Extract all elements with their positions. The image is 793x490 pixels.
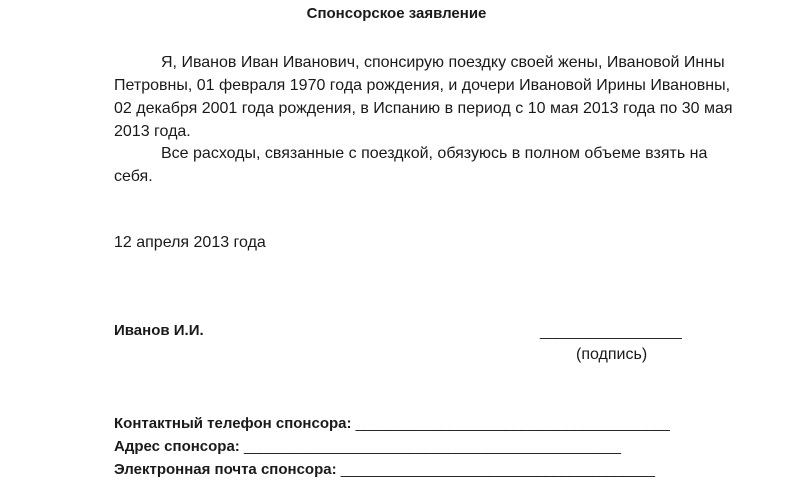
contact-email-label: Электронная почта спонсора: — [114, 461, 337, 478]
document-title: Спонсорское заявление — [306, 5, 487, 22]
contact-address-label: Адрес спонсора: — [114, 438, 240, 455]
contact-phone-row — [114, 414, 669, 434]
signer-name: Иванов И.И. — [114, 322, 204, 339]
paragraph-expenses: Все расходы, связанные с поездкой, обязуюсь в полном объеме взять на себя. — [114, 145, 708, 185]
contact-address-line: ________________________________________________ — [243, 438, 621, 455]
contact-email-line: ________________________________________ — [340, 461, 655, 478]
contact-phone-label: Контактный телефон спонсора: — [114, 415, 352, 432]
document-date: 12 апреля 2013 года — [114, 234, 266, 251]
signature-caption: (подпись) — [576, 346, 648, 363]
paragraph-sponsorship: Я, Иванов Иван Иванович, спонсирую поездку своей жены, Ивановой Инны Петровны, 01 февраля 1970 года рождения, и дочери Ивановой Ирины Ивановны, 02 декабря 2001 года рождения, в Испанию в период с 10 мая 2013 года по 30 мая 2013 года. — [114, 54, 733, 140]
contact-address-row — [114, 437, 620, 457]
signature-line: __________________ — [540, 323, 682, 340]
contact-email-row — [114, 460, 654, 480]
contact-phone-line: ________________________________________ — [355, 415, 670, 432]
